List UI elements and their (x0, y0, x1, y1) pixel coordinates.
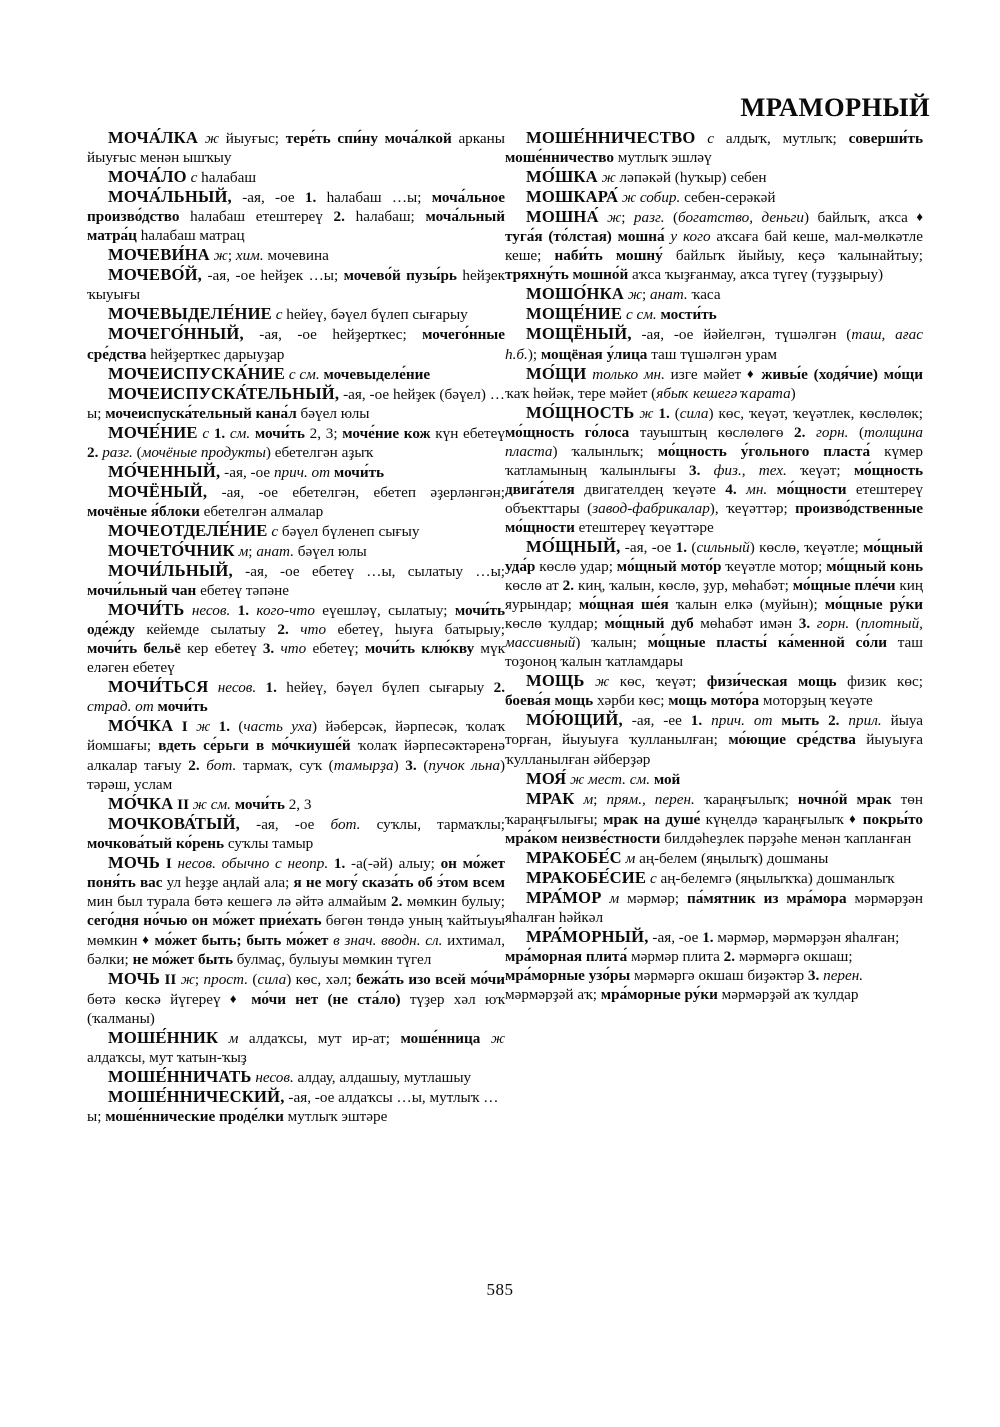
running-head: МРАМОРНЫЙ (740, 92, 930, 122)
dictionary-entry: МОШО́НКА ж; анат. ҡаса (526, 284, 721, 304)
dictionary-entry: МОЧЕВЫДЕЛЕ́НИЕ с һейеү, бәүел бүлеп сығарыу (108, 304, 468, 324)
dictionary-entry: МОЧЕВО́Й, -ая, -ое һейҙек …ы; мочево́й пузы́рь һейҙек ҡыуығы (87, 265, 505, 304)
dictionary-entry: МРАК м; прям., перен. ҡараңғылыҡ; ночно́й мрак төн ҡараңғылығы; мрак на душе́ күңелдә ҡараңғылыҡ ♦ покры́то мра́ком неизве́стности билдәһеҙлек пәрҙәһе менән ҡапланған (505, 788, 924, 847)
dictionary-entry: МОЧА́ЛЬНЫЙ, -ая, -ое 1. һалабаш …ы; моча́льное произво́дство һалабаш етештереү 2. һалабаш; моча́льный матра́ц һалабаш матрац (87, 187, 505, 245)
dictionary-entry: МОЧЕГО́ННЫЙ, -ая, -ое һейҙерткес; мочего́нные сре́дства һейҙерткес дарыуҙар (87, 324, 505, 363)
dictionary-entry: МОЧЬ I несов. обычно с неопр. 1. -а(-әй) алыу; он мо́жет поня́ть вас ул һеҙҙе аңлай ала; я не могу́ сказа́ть об э́том всем мин был турала бөтә кешегә лә әйтә алмайым 2. мөмкин булыу; сего́дня но́чью он мо́жет прие́хать бөгөн төндә уның ҡайтыуы мөмкин ♦ мо́жет быть; быть мо́жет в знач. вводн. сл. ихтимал, бәлки; не мо́жет быть булмаҫ, булыуы мөмкин түгел (87, 852, 506, 968)
dictionary-entry: МО́ЧКА II ж см. мочи́ть 2, 3 (108, 793, 312, 813)
column-right (505, 128, 923, 1004)
dictionary-entry: МОШЕ́ННИЧАТЬ несов. алдау, алдашыу, мутлашыу (108, 1067, 472, 1087)
dictionary-entry: МОЩЬ ж көс, ҡеүәт; физи́ческая мощь физик көс; боева́я мощь хәрби көс; мощь мото́ра моторҙың ҡеүәте (505, 671, 923, 710)
dictionary-entry: МОЧЕИСПУСКА́ТЕЛЬНЫЙ, -ая, -ое һейҙек (бәүел) …ы; мочеиспуска́тельный кана́л бәүел юлы (87, 383, 505, 422)
dictionary-entry: МРА́МОРНЫЙ, -ая, -ое 1. мәрмәр, мәрмәрҙән яһалған; мра́морная плита́ мәрмәр плита 2. мәрмәргә окшаш; мра́морные узо́ры мәрмәргә окшаш биҙәктәр 3. перен. мәрмәрҙәй аҡ; мра́морные ру́ки мәрмәрҙәй аҡ ҡулдар (505, 926, 900, 1004)
dictionary-entry: МОЩЁНЫЙ, -ая, -ое йәйелгән, түшәлгән (таш, ағас h.б.); мощёная у́лица таш түшәлгән урам (505, 324, 923, 363)
dictionary-entry: МОШЕ́ННИК м алдаҡсы, мут ир-ат; моше́нница ж алдаҡсы, мут ҡатын-ҡыҙ (87, 1028, 506, 1067)
dictionary-entry: МО́ШКА ж ләпәкәй (һуҡыр) себен (526, 167, 767, 187)
dictionary-entry: МО́ЧКА I ж 1. (часть уха) йәберсәк, йәрпесәк, ҡолаҡ йомшағы; вдеть се́рьги в мо́чкиуше́й ҡолаҡ йәрпесәктәренә алкалар тағыу 2. бот. тармаҡ, суҡ (тамырҙа) 3. (пучок льна) тәрәш, услам (87, 716, 506, 793)
dictionary-entry: МОЧЁНЫЙ, -ая, -ое ебетелгән, ебетеп әҙерләнгән; мочёные я́блоки ебетелгән алмалар (87, 481, 505, 520)
dictionary-entry: МОШЕ́ННИЧЕСТВО с алдыҡ, мутлыҡ; соверши́ть моше́нничество мутлыҡ эшләү (505, 128, 923, 167)
dictionary-entry: МОЧЕОТДЕЛЕ́НИЕ с бәүел бүленеп сығыу (108, 520, 420, 540)
dictionary-entry: МОЧИ́ЛЬНЫЙ, -ая, -ое ебетеү …ы, сылатыу …ы; мочи́льный чан ебетеү тәпәне (87, 561, 505, 600)
dictionary-entry: МОШЕ́ННИЧЕСКИЙ, -ая, -ое алдаҡсы …ы, мутлыҡ …ы; моше́ннические проде́лки мутлыҡ эштәре (87, 1087, 499, 1126)
dictionary-entry: МО́ЩИ только мн. изге мәйет ♦ живы́е (ходя́чие) мо́щи ҡаҡ һөйәк, тере мәйет (ябыҡ кешегә ҡарата) (505, 363, 923, 402)
page-number: 585 (486, 1280, 514, 1299)
dictionary-entry: МОЧЬ II ж; прост. (сила) көс, хәл; бежа́ть изо всей мо́чи бөтә көскә йүгереү ♦ мо́чи нет (не ста́ло) түҙер хәл юҡ (ҡалманы) (87, 969, 506, 1028)
dictionary-entry: МОЧИ́ТЬСЯ несов. 1. һейеү, бәүел бүлеп сығарыу 2. страд. от мочи́ть (87, 677, 505, 716)
dictionary-entry: МОЧА́ЛКА ж йыуғыс; тере́ть спи́ну моча́лкой арканы йыуғыс менән ышҡыу (87, 128, 505, 167)
dictionary-entry: МОЯ́ ж мест. см. мой (526, 768, 681, 788)
dictionary-entry: МОШНА́ ж; разг. (богатство, деньги) байлыҡ, аҡса ♦ туга́я (то́лстая) мошна́ у кого аҡсаға бай кеше, мал-мөлкәтле кеше; наби́ть мошну́ байлыҡ йыйыу, кеҫә ҡалынайтыу; тряхну́ть мошно́й аҡса ҡыҙғанмау, аҡса түгеү (туҙҙырыу) (505, 207, 923, 284)
column-left (87, 128, 505, 1126)
dictionary-entry: МОШКАРА́ ж собир. себен-серәкәй (526, 187, 776, 207)
dictionary-entry: МОЧЕ́НИЕ с 1. см. мочи́ть 2, 3; моче́ние кож күн ебетеү 2. разг. (мочёные продукты) ебетелгән аҙыҡ (87, 422, 506, 461)
dictionary-entry: МО́ЩНЫЙ, -ая, -ое 1. (сильный) көслө, ҡеүәтле; мо́щный уда́р көслө удар; мо́щный мото́р ҡеүәтле мотор; мо́щный конь көслө ат 2. киң, ҡалын, көслө, ҙур, мөһабәт; мо́щные пле́чи киң яурындар; мо́щная ше́я ҡалын елкә (муйын); мо́щные ру́ки көслө ҡулдар; мо́щный дуб мөһабәт имән 3. горн. (плотный, массивный) ҡалын; мо́щные пласты́ ка́менной со́ли таш тоҙоноң ҡалын ҡатламдары (505, 536, 924, 671)
dictionary-entry: МО́ЩНОСТЬ ж 1. (сила) көс, ҡеүәт, ҡеүәтлек, көслөлөк; мо́щность го́лоса тауыштың көслөлөгө 2. горн. (толщина пласта) ҡалынлыҡ; мо́щность у́гольного пласта́ күмер ҡатламының ҡалынлығы 3. физ., тех. ҡеүәт; мо́щность двига́теля двигателдең ҡеүәте 4. мн. мо́щности етештереү объекттары (завод-фабрикалар), ҡеүәттәр; произво́дственные мо́щности етештереү ҡеүәттәре (505, 402, 924, 536)
dictionary-entry: МОЧА́ЛО с һалабаш (108, 167, 257, 187)
dictionary-entry: МОЧИ́ТЬ несов. 1. кого-что еүешләү, сылатыу; мочи́ть оде́жду кейемде сылатыу 2. что ебетеү, һыуға батырыу; мочи́ть бельё кер ебетеү 3. что ебетеү; мочи́ть клю́кву мүк еләген ебетеү (87, 600, 506, 677)
dictionary-entry: МО́ЧЕННЫЙ, -ая, -ое прич. от мочи́ть (108, 461, 385, 481)
dictionary-entry: МРА́МОР м мәрмәр; па́мятник из мра́мора мәрмәрҙән яһалған һәйкәл (505, 887, 924, 926)
dictionary-entry: МРАКОБЕ́С м аң-белем (яңылыҡ) дошманы (526, 847, 829, 867)
dictionary-entry: МОЧЕТО́ЧНИК м; анат. бәүел юлы (108, 540, 367, 560)
dictionary-entry: МОЧКОВА́ТЫЙ, -ая, -ое бот. суҡлы, тармаҡлы; мочкова́тый ко́рень суҡлы тамыр (87, 813, 505, 852)
dictionary-entry: МО́ЮЩИЙ, -ая, -ее 1. прич. от мыть 2. прил. йыуа торған, йыуыуға ҡулланылған; мо́ющие сре́дства йыуыуға ҡулланылған әйберҙәр (505, 710, 924, 768)
dictionary-entry: МОЧЕИСПУСКА́НИЕ с см. мочевыделе́ние (108, 363, 431, 383)
dictionary-entry: МОЩЕ́НИЕ с см. мости́ть (526, 304, 717, 324)
dictionary-entry: МОЧЕВИ́НА ж; хим. мочевина (108, 245, 329, 265)
dictionary-entry: МРАКОБЕ́СИЕ с аң-белемгә (яңылыҡҡа) дошманлыҡ (526, 867, 895, 887)
